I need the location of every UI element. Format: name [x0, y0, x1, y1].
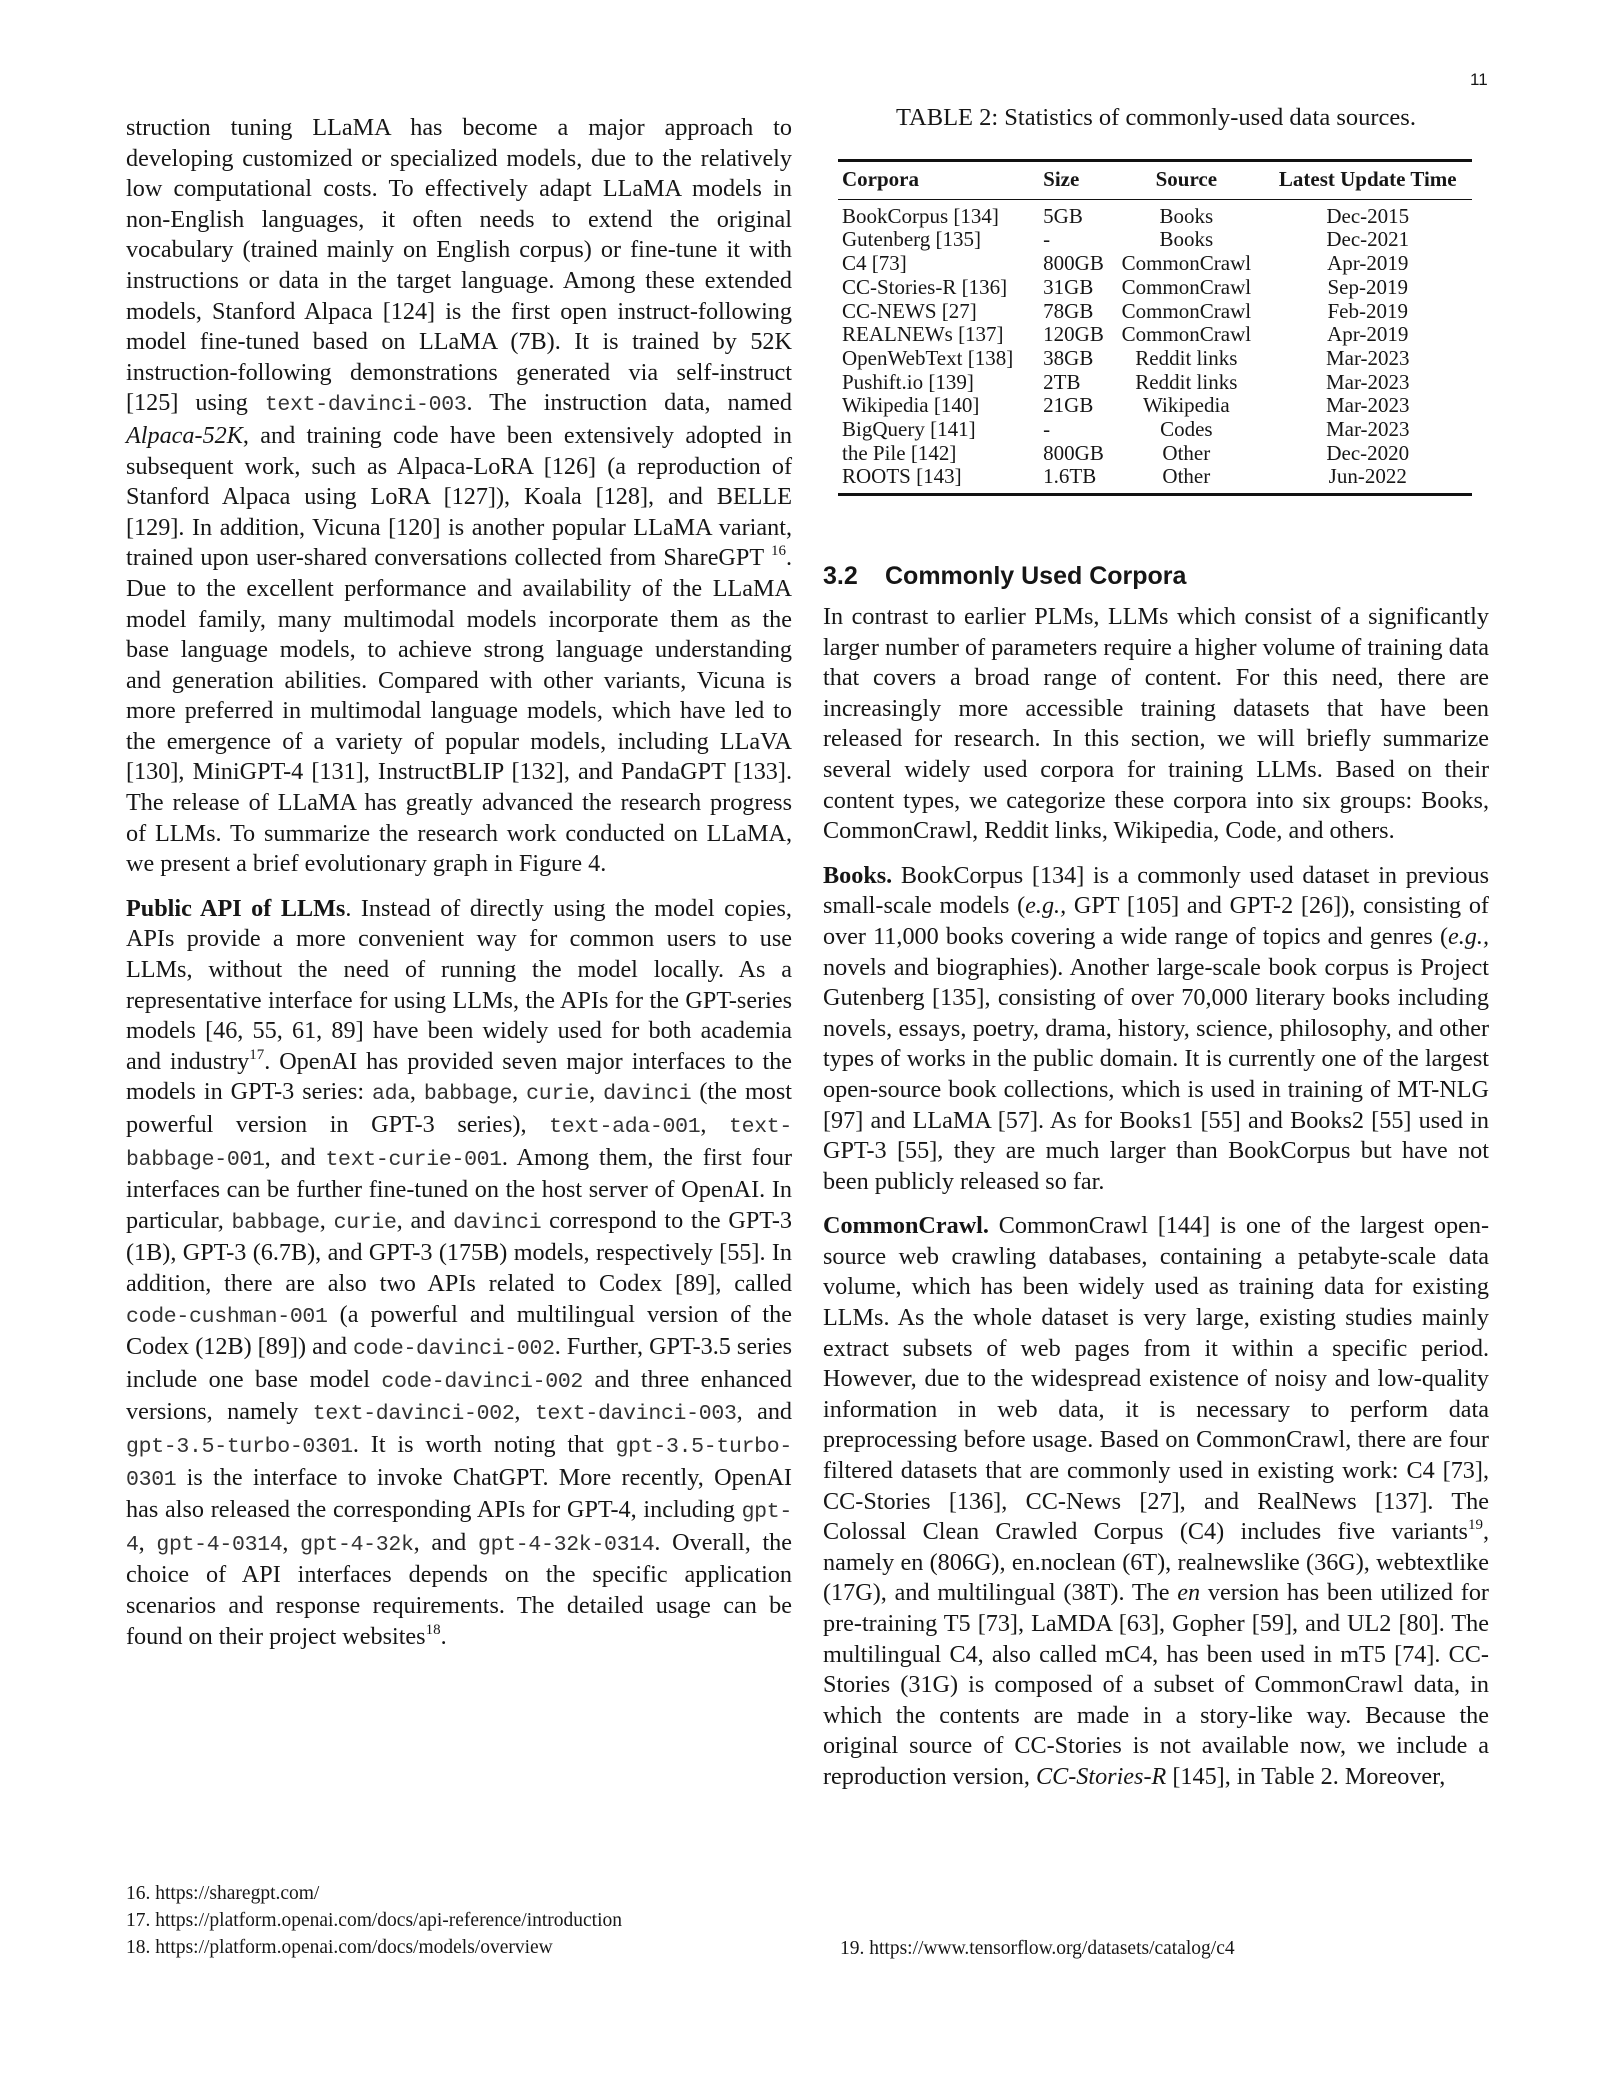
cell-source: Books	[1159, 227, 1214, 252]
inline-code: babbage	[231, 1210, 320, 1235]
inline-code: ada	[372, 1082, 410, 1107]
cell-source: Reddit links	[1135, 345, 1238, 370]
inline-code: text-davinci-003	[534, 1402, 737, 1427]
footnote-16[interactable]: 16. https://sharegpt.com/	[126, 1883, 320, 1904]
cell-size: 31GB	[1043, 274, 1094, 299]
cell-latest-update-time: Dec-2015	[1326, 203, 1410, 228]
inline-code: gpt-4-32k	[300, 1532, 414, 1557]
cell-size: 21GB	[1043, 393, 1094, 418]
paragraph-public-api: Public API of LLMs. Instead of directly using the model copies, APIs provide a more convenient way for common users to use LLMs, without the need of running the model locally. As a representative interface for using LLMs, the APIs for the GPT-series models [46, 55, 61, 89] have been widely used for both academia and industry$^{17}$. OpenAI has provided seven major interfaces to the models in GPT-3 series: ada, babbage, curie, davinci (the most powerful version in GPT-3 series), text-ada-001, text-babbage-001, and text-curie-001. Among them, the first four interfaces can be further fine-tuned on the host server of OpenAI. In particular, babbage, curie, and davinci correspond to the GPT-3 (1B), GPT-3 (6.7B), and GPT-3 (175B) models, respectively [55]. In addition, there are also two APIs related to Codex [89], called code-cushman-001 (a powerful and multilingual version of the Codex (12B) [89]) and code-davinci-002. Further, GPT-3.5 series include one base model code-davinci-002 and three enhanced versions, namely text-davinci-002, text-davinci-003, and gpt-3.5-turbo-0301. It is worth noting that gpt-3.5-turbo-0301 is the interface to invoke ChatGPT. More recently, OpenAI has also released the corresponding APIs for GPT-4, including gpt-4, gpt-4-0314, gpt-4-32k, and gpt-4-32k-0314. Overall, the choice of API interfaces depends on the specific application scenarios and response requirements. The detailed usage can be found on their project websites$^{18}$.	[126, 894, 793, 1650]
header-corpora: Corpora	[838, 161, 1039, 200]
right-column	[823, 560, 1489, 1807]
cell-latest-update-time: Mar-2023	[1325, 393, 1410, 418]
table-row	[838, 347, 1472, 371]
footnote-marker[interactable]: 17	[249, 1046, 265, 1063]
cell-source: Other	[1162, 440, 1211, 465]
cell-latest-update-time: Mar-2023	[1325, 417, 1410, 442]
cell-latest-update-time: Mar-2023	[1325, 369, 1410, 394]
table-row	[838, 252, 1472, 276]
page-number: 11	[1470, 70, 1488, 89]
header-latest-update-time: Latest Update Time	[1264, 161, 1473, 200]
inline-code: text-ada-001	[549, 1115, 701, 1139]
inline-code: text-davinci-003	[264, 393, 467, 418]
table-row	[838, 465, 1472, 494]
cell-latest-update-time: Apr-2019	[1327, 322, 1409, 347]
cell-corpora: BookCorpus [134]	[842, 203, 999, 228]
footnotes-right	[840, 1935, 1235, 1962]
table-header-row	[838, 161, 1472, 200]
cell-corpora: C4 [73]	[842, 251, 907, 276]
cell-corpora: REALNEWs [137]	[842, 322, 1004, 347]
cell-corpora: Gutenberg [135]	[842, 227, 981, 252]
cell-size: 78GB	[1043, 298, 1094, 323]
footnote-17[interactable]: 17. https://platform.openai.com/docs/api-reference/introduction	[126, 1910, 623, 1931]
cell-source: Other	[1109, 465, 1263, 494]
inline-code: gpt-4-32k-0314	[477, 1532, 655, 1557]
cell-size: 800GB	[1043, 440, 1104, 465]
inline-code: text-babbage-001	[126, 1115, 792, 1172]
cell-size: 38GB	[1043, 345, 1094, 370]
italic-text: CC-Stories-R	[1035, 1762, 1167, 1790]
cell-corpora: Pushift.io [139]	[842, 369, 974, 394]
cell-source: CommonCrawl	[1121, 298, 1252, 323]
inline-code: davinci	[453, 1210, 542, 1235]
cell-corpora: CC-Stories-R [136]	[842, 274, 1008, 299]
table-row	[838, 228, 1472, 252]
cell-corpora: Wikipedia [140]	[842, 393, 980, 418]
cell-size: 800GB	[1043, 251, 1104, 276]
table-body	[838, 199, 1472, 494]
cell-latest-update-time: Feb-2019	[1327, 298, 1408, 323]
footnote-marker[interactable]: 18	[425, 1621, 441, 1638]
cell-source: Books	[1159, 203, 1214, 228]
inline-code: gpt-4-0314	[156, 1532, 283, 1557]
cell-latest-update-time: Apr-2019	[1327, 251, 1409, 276]
paragraph-lead-in: CommonCrawl.	[823, 1212, 989, 1240]
paragraph-lead-in: Books.	[823, 861, 893, 889]
inline-code: code-davinci-002	[381, 1369, 584, 1394]
cell-size: 120GB	[1043, 322, 1104, 347]
footnote-19[interactable]: 19. https://www.tensorflow.org/datasets/catalog/c4	[840, 1938, 1235, 1959]
paragraph-books: Books. BookCorpus [134] is a commonly used dataset in previous small-scale models (e.g., GPT [105] and GPT-2 [26]), consisting of over 11,000 books covering a wide range of topics and genres (e.g., novels and biographies). Another large-scale book corpus is Project Gutenberg [135], consisting of over 70,000 literary books including novels, essays, poetry, drama, history, science, philosophy, and other types of works in the public domain. It is currently one of the largest open-source book collections, which is used in training of MT-NLG [97] and LLaMA [57]. As for Books1 [55] and Books2 [55] used in GPT-3 [55], they are much larger than BookCorpus but have not been publicly released so far.	[823, 861, 1489, 1195]
footnote-marker[interactable]: 19	[1467, 1517, 1483, 1534]
table-row	[838, 418, 1472, 442]
cell-latest-update-time: Sep-2019	[1327, 274, 1408, 299]
footnote-marker[interactable]: 16	[770, 543, 786, 560]
paragraph-commoncrawl: CommonCrawl. CommonCrawl [144] is one of the largest open-source web crawling databases, containing a petabyte-scale data volume, which has been widely used as training data for existing LLMs. As the whole dataset is very large, existing studies mainly extract subsets of web pages from it within a specific period. However, due to the widespread existence of noisy and low-quality information in web data, it is necessary to perform data preprocessing before usage. Based on CommonCrawl, there are four filtered datasets that are commonly used in existing work: C4 [73], CC-Stories [136], CC-News [27], and RealNews [137]. The Colossal Clean Crawled Corpus (C4) includes five variants$^{19}$, namely en (806G), en.noclean (6T), realnewslike (36G), webtextlike (17G), and multilingual (38T). The en version has been utilized for pre-training T5 [73], LaMDA [63], Gopher [59], and UL2 [80]. The multilingual C4, also called mC4, has been used in mT5 [74]. CC-Stories (31G) is composed of a subset of CommonCrawl data, in which the contents are made in a story-like way. Because the original source of CC-Stories is not available now, we include a reproduction version, CC-Stories-R [145], in Table 2. Moreover,	[823, 1212, 1489, 1790]
cell-size: 2TB	[1043, 369, 1081, 394]
paragraph-lead-in: Public API of LLMs	[126, 894, 346, 922]
cell-latest-update-time: Dec-2021	[1326, 227, 1410, 252]
table-row	[838, 394, 1472, 418]
inline-code: text-davinci-002	[312, 1402, 515, 1427]
paragraph-corpora-intro: In contrast to earlier PLMs, LLMs which consist of a significantly larger number of parameters require a higher volume of training data that covers a broad range of content. For this need, there are increasingly more accessible training datasets that have been released for research. In this section, we will briefly summarize several widely used corpora for training LLMs. Based on their content types, we categorize these corpora into six groups: Books, CommonCrawl, Reddit links, Wikipedia, Code, and others.	[823, 603, 1489, 845]
section-title: Commonly Used Corpora	[885, 562, 1187, 590]
inline-code: gpt-3.5-turbo-0301	[126, 1434, 792, 1492]
cell-size: -	[1043, 417, 1051, 442]
inline-code: gpt-3.5-turbo-0301	[126, 1434, 353, 1459]
cell-size: 5GB	[1043, 203, 1083, 228]
italic-text: en	[1177, 1579, 1201, 1607]
footnotes-left	[126, 1880, 622, 1961]
italic-text: e.g.,	[1025, 892, 1067, 920]
inline-code: babbage	[423, 1082, 513, 1107]
cell-source: CommonCrawl	[1121, 251, 1252, 276]
cell-size: 1.6TB	[1039, 465, 1109, 494]
table-row	[838, 199, 1472, 228]
left-column	[126, 113, 792, 1666]
cell-corpora: OpenWebText [138]	[842, 345, 1014, 370]
header-size: Size	[1039, 161, 1109, 200]
inline-code: gpt-4	[126, 1500, 792, 1557]
footnote-18[interactable]: 18. https://platform.openai.com/docs/models/overview	[126, 1937, 553, 1958]
cell-source: Wikipedia	[1143, 393, 1230, 418]
inline-code: code-davinci-002	[353, 1337, 555, 1362]
cell-source: CommonCrawl	[1121, 274, 1252, 299]
inline-code: curie	[333, 1210, 397, 1235]
table-row	[838, 300, 1472, 324]
cell-latest-update-time: Mar-2023	[1325, 345, 1410, 370]
section-number: 3.2	[823, 562, 858, 590]
cell-source: CommonCrawl	[1121, 322, 1252, 347]
cell-corpora: CC-NEWS [27]	[842, 298, 977, 323]
inline-code: text-curie-001	[325, 1147, 502, 1172]
data-sources-table	[838, 159, 1472, 496]
table-row	[838, 442, 1472, 466]
cell-corpora: ROOTS [143]	[838, 465, 1039, 494]
table-row	[838, 276, 1472, 300]
cell-latest-update-time: Dec-2020	[1326, 440, 1410, 465]
italic-text: e.g.,	[1448, 922, 1489, 950]
cell-source: Reddit links	[1135, 369, 1238, 394]
table-row	[838, 323, 1472, 347]
cell-corpora: the Pile [142]	[842, 440, 957, 465]
header-source: Source	[1109, 161, 1263, 200]
table-row	[838, 371, 1472, 395]
inline-code: curie	[526, 1082, 590, 1107]
cell-latest-update-time: Jun-2022	[1264, 465, 1473, 494]
italic-text: Alpaca-52K	[126, 421, 243, 449]
section-heading	[823, 560, 1489, 592]
inline-code: code-cushman-001	[126, 1304, 328, 1329]
paragraph-llama-variants: struction tuning LLaMA has become a major approach to developing customized or specialized models, due to the relatively low computational costs. To effectively adapt LLaMA models in non-English languages, it often needs to extend the original vocabulary (trained mainly on English corpus) or fine-tune it with instructions or data in the target language. Among these extended models, Stanford Alpaca [124] is the first open instruct-following model fine-tuned based on LLaMA (7B). It is trained by 52K instruction-following demonstrations generated via self-instruct [125] using text-davinci-003. The instruction data, named Alpaca-52K, and training code have been extensively adopted in subsequent work, such as Alpaca-LoRA [126] (a reproduction of Stanford Alpaca using LoRA [127]), Koala [128], and BELLE [129]. In addition, Vicuna [120] is another popular LLaMA variant, trained upon user-shared conversations collected from ShareGPT $^{16}$. Due to the excellent performance and availability of the LLaMA model family, many multimodal models incorporate them as the base language models, to achieve strong language understanding and generation abilities. Compared with other variants, Vicuna is more preferred in multimodal language models, which have led to the emergence of a variety of popular models, including LLaVA [130], MiniGPT-4 [131], InstructBLIP [132], and PandaGPT [133]. The release of LLaMA has greatly advanced the research progress of LLMs. To summarize the research work conducted on LLaMA, we present a brief evolutionary graph in Figure 4.	[126, 114, 792, 878]
cell-size: -	[1043, 227, 1051, 252]
cell-corpora: BigQuery [141]	[842, 417, 976, 442]
cell-source: Codes	[1160, 417, 1213, 442]
inline-code: davinci	[603, 1082, 692, 1107]
table-caption: TABLE 2: Statistics of commonly-used data sources.	[896, 104, 1416, 131]
